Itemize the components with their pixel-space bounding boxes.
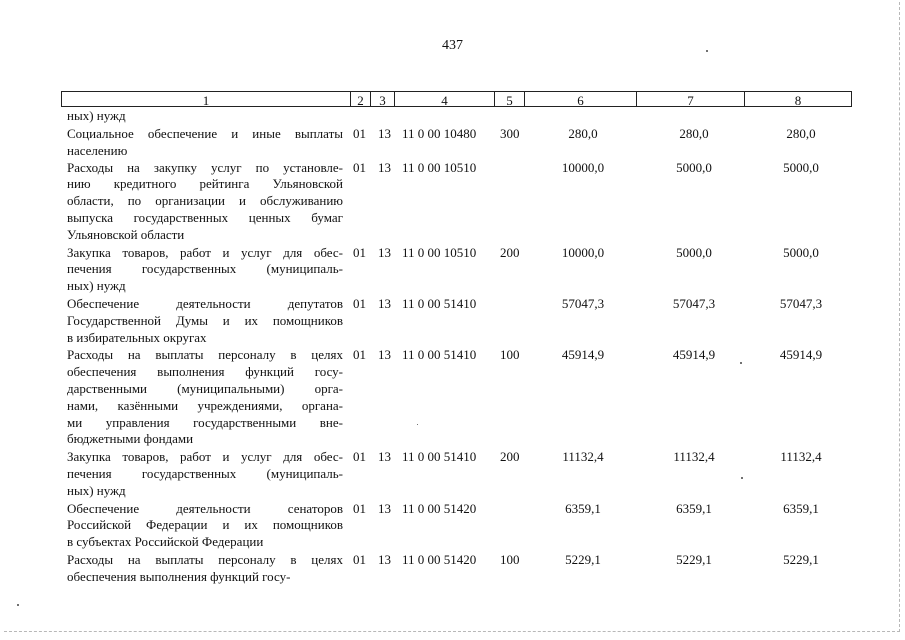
- row-value-3: 45914,9: [779, 347, 823, 363]
- row-name-line: населению: [67, 142, 128, 158]
- row-name-line: Расходы на выплаты персоналу в целях: [67, 551, 343, 567]
- row-vr: 100: [500, 551, 520, 567]
- row-pr: 13: [378, 244, 391, 260]
- row-name: [67, 449, 343, 499]
- row-name: [67, 296, 343, 346]
- table-row: [0, 245, 905, 296]
- table-row: [0, 160, 905, 245]
- row-value-3: 6359,1: [783, 500, 819, 516]
- row-value-2: 280,0: [679, 126, 709, 141]
- row-csr: 11 0 00 51410: [402, 449, 477, 465]
- table-row: [0, 126, 905, 160]
- row-value-1: 11132,4: [562, 449, 604, 465]
- row-csr: 11 0 00 51420: [402, 500, 477, 516]
- row-name-line: Ульяновской области: [67, 226, 185, 242]
- row-vr: 200: [500, 244, 520, 260]
- row-value-1: 57047,3: [561, 295, 605, 311]
- row-name-line: ных) нужд: [67, 482, 126, 498]
- row-name-line: выпуска государственных ценных бумаг: [67, 209, 343, 225]
- header-col-7: 7: [637, 92, 745, 106]
- header-col-6: 6: [525, 92, 637, 106]
- row-value-1: 5229,1: [565, 551, 601, 567]
- row-rz: 01: [353, 500, 366, 516]
- row-name-line: в избирательных округах: [67, 329, 207, 345]
- table-header: [61, 91, 852, 107]
- row-rz: 01: [353, 551, 366, 567]
- row-value-2: 45914,9: [672, 347, 716, 363]
- row-name-line: обеспечения выполнения функций госу-: [67, 568, 291, 584]
- row-name-line: Обеспечение деятельности депутатов: [67, 295, 343, 311]
- row-pr: 13: [378, 126, 391, 141]
- row-pr: 13: [378, 347, 391, 363]
- row-name: [67, 245, 343, 295]
- row-value-3: 5000,0: [783, 159, 819, 175]
- row-rz: 01: [353, 126, 366, 141]
- table-row: [0, 296, 905, 347]
- row-name-line: области, по организации и обслуживанию: [67, 193, 343, 209]
- row-name-line: нию кредитного рейтинга Ульяновской: [67, 176, 343, 192]
- row-rz: 01: [353, 347, 366, 363]
- table-row: [0, 449, 905, 500]
- row-value-2: 11132,4: [673, 449, 715, 465]
- row-pr: 13: [378, 449, 391, 465]
- row-csr: 11 0 00 10480: [402, 126, 477, 141]
- row-rz: 01: [353, 449, 366, 465]
- scan-speck: [706, 50, 708, 52]
- row-vr: 100: [500, 347, 520, 363]
- row-rz: 01: [353, 244, 366, 260]
- row-name-line: нами, казёнными учреждениями, органа-: [67, 397, 343, 413]
- row-name-line: Обеспечение деятельности сенаторов: [67, 500, 343, 516]
- row-value-2: 5000,0: [676, 244, 712, 260]
- row-name-line: дарственными (муниципальными) орга-: [67, 380, 343, 396]
- table-row: [0, 347, 905, 449]
- row-value-3: 11132,4: [780, 449, 822, 465]
- row-value-1: 45914,9: [561, 347, 605, 363]
- row-csr: 11 0 00 51410: [402, 347, 477, 363]
- row-value-1: 280,0: [568, 126, 598, 141]
- row-value-1: 10000,0: [561, 244, 605, 260]
- row-name-line: ных) нужд: [67, 278, 126, 294]
- row-name-line: ми управления государственными вне-: [67, 414, 343, 430]
- header-col-5: 5: [495, 92, 525, 106]
- row-name-line: печения государственных (муниципаль-: [67, 465, 343, 481]
- row-name-line: Российской Федерации и их помощников: [67, 517, 343, 533]
- row-pr: 13: [378, 551, 391, 567]
- row-pr: 13: [378, 500, 391, 516]
- continuation-text: ных) нужд: [67, 108, 126, 123]
- continuation-row: [0, 109, 905, 126]
- header-col-8: 8: [794, 93, 802, 108]
- row-value-3: 280,0: [786, 126, 816, 141]
- row-name-line: Закупка товаров, работ и услуг для обес-: [67, 449, 343, 465]
- table-body: [0, 109, 905, 587]
- row-name-line: в субъектах Российской Федерации: [67, 534, 264, 550]
- table-row: [0, 552, 905, 587]
- scan-speck: [17, 604, 19, 606]
- row-pr: 13: [378, 159, 391, 175]
- row-name-line: печения государственных (муниципаль-: [67, 261, 343, 277]
- row-name-line: обеспечения выполнения функций госу-: [67, 364, 343, 380]
- row-name-line: Расходы на выплаты персоналу в целях: [67, 347, 343, 363]
- row-value-2: 57047,3: [672, 295, 716, 311]
- page-number: 437: [442, 38, 463, 53]
- row-name: [67, 347, 343, 448]
- row-rz: 01: [353, 295, 366, 311]
- header-col-3: 3: [371, 92, 395, 106]
- row-value-2: 6359,1: [676, 500, 712, 516]
- row-name-line: Государственной Думы и их помощников: [67, 312, 343, 328]
- row-csr: 11 0 00 51420: [402, 551, 477, 567]
- row-rz: 01: [353, 159, 366, 175]
- header-col-1: 1: [62, 92, 351, 106]
- row-value-3: 57047,3: [779, 295, 823, 311]
- row-value-2: 5229,1: [676, 551, 712, 567]
- row-value-2: 5000,0: [676, 159, 712, 175]
- row-value-3: 5229,1: [783, 551, 819, 567]
- row-name-line: Закупка товаров, работ и услуг для обес-: [67, 244, 343, 260]
- row-name-line: Социальное обеспечение и иные выплаты: [67, 126, 343, 141]
- row-name: [67, 126, 343, 160]
- row-value-1: 6359,1: [565, 500, 601, 516]
- header-col-2: 2: [351, 92, 371, 106]
- row-value-1: 10000,0: [561, 159, 605, 175]
- row-csr: 11 0 00 10510: [402, 244, 477, 260]
- row-name: [67, 160, 343, 244]
- row-csr: 11 0 00 51410: [402, 295, 477, 311]
- row-vr: 300: [500, 126, 520, 141]
- table-row: [0, 501, 905, 552]
- row-value-3: 5000,0: [783, 244, 819, 260]
- row-name-line: бюджетными фондами: [67, 431, 194, 447]
- row-csr: 11 0 00 10510: [402, 159, 477, 175]
- row-vr: 200: [500, 449, 520, 465]
- header-col-4: 4: [395, 92, 495, 106]
- row-name-line: Расходы на закупку услуг по установле-: [67, 159, 343, 175]
- row-name: [67, 552, 343, 586]
- row-name: [67, 501, 343, 551]
- row-pr: 13: [378, 295, 391, 311]
